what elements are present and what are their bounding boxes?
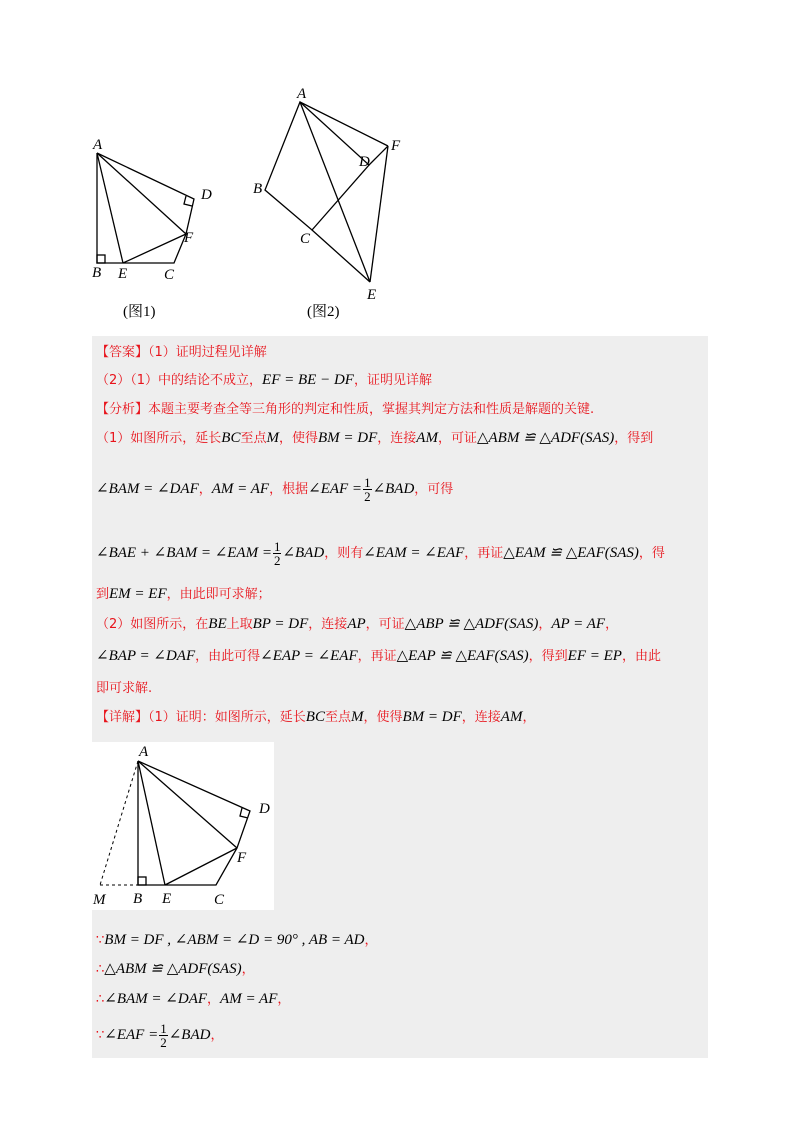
analysis-line-8: 即可求解. bbox=[96, 681, 153, 696]
detail-step-3: ∴∠BAM = ∠DAF，AM = AF， bbox=[96, 991, 291, 1007]
fig1-label-F: F bbox=[184, 230, 194, 246]
analysis-line-1: 【分析】本题主要考查全等三角形的判定和性质，掌握其判定方法和性质是解题的关键. bbox=[96, 402, 595, 417]
detail-line-1: 【详解】（1）证明：如图所示，延长BC至点M，使得BM = DF，连接AM， bbox=[96, 709, 536, 725]
analysis-line-6: （2）如图所示，在BE上取BP = DF，连接AP，可证△ABP ≌ △ADF(SAS)，AP = AF， bbox=[96, 616, 619, 632]
analysis-line-2: （1）如图所示，延长BC至点M，使得BM = DF，连接AM，可证△ABM ≌ △ADF(SAS)，得到 bbox=[96, 430, 654, 446]
fraction-half: $\frac{1}{2}$ bbox=[364, 475, 371, 504]
figure-3-diagram bbox=[92, 742, 274, 910]
fig3-label-B: B bbox=[133, 891, 143, 907]
fig2-label-D: D bbox=[359, 154, 370, 170]
figure-2-caption: (图2) bbox=[307, 304, 340, 320]
fig3-label-M: M bbox=[93, 892, 106, 908]
analysis-line-7: ∠BAP = ∠DAF，由此可得∠EAP = ∠EAF，再证△EAP ≌ △EAF(SAS)，得到EF = EP，由此 bbox=[96, 648, 661, 664]
fig1-label-A: A bbox=[93, 137, 103, 153]
detail-tag: 【详解】 bbox=[96, 710, 149, 725]
fig2-label-F: F bbox=[391, 138, 401, 154]
fig2-label-A: A bbox=[297, 86, 307, 102]
answer-tag: 【答案】 bbox=[96, 345, 149, 360]
fig3-label-F: F bbox=[237, 850, 247, 866]
answer-line-1 bbox=[96, 341, 267, 360]
answer-part1: （1）证明过程见详解 bbox=[148, 345, 267, 360]
figure-2-diagram bbox=[250, 80, 410, 305]
fig1-label-B: B bbox=[92, 265, 102, 281]
fig2-label-B: B bbox=[253, 181, 263, 197]
fig3-label-E: E bbox=[162, 891, 172, 907]
analysis-line-3: ∠BAM = ∠DAF，AM = AF，根据∠EAF = $\frac{1}{2}$ ∠BAD，可得 bbox=[96, 475, 454, 504]
fig3-label-D: D bbox=[259, 801, 270, 817]
analysis-line-4: ∠BAE + ∠BAM = ∠EAM = $\frac{1}{2}$ ∠BAD，则有∠EAM = ∠EAF，再证△EAM ≌ △EAF(SAS)，得 bbox=[96, 539, 665, 568]
fraction-half: $\frac{1}{2}$ bbox=[160, 1021, 167, 1050]
figure-1 bbox=[80, 130, 230, 290]
fig1-label-C: C bbox=[164, 267, 175, 283]
detail-step-1: ∵BM = DF , ∠ABM = ∠D = 90° , AB = AD， bbox=[96, 932, 378, 948]
detail-step-4: ∵∠EAF = $\frac{1}{2}$ ∠BAD， bbox=[96, 1021, 224, 1050]
fig2-label-C: C bbox=[300, 231, 311, 247]
fig3-label-A: A bbox=[139, 744, 149, 760]
fig1-label-D: D bbox=[201, 187, 212, 203]
figure-1-diagram bbox=[80, 130, 230, 290]
fig3-label-C: C bbox=[214, 892, 225, 908]
answer-line-2: （2）（1）中的结论不成立，EF = BE − DF，证明见详解 bbox=[96, 372, 432, 388]
figure-1-caption: (图1) bbox=[123, 304, 156, 320]
answer-formula: EF = BE − DF bbox=[262, 372, 354, 388]
fig1-label-E: E bbox=[118, 266, 128, 282]
fig2-label-E: E bbox=[367, 287, 377, 303]
figure-3 bbox=[92, 742, 274, 910]
fraction-half: $\frac{1}{2}$ bbox=[273, 539, 281, 568]
analysis-tag: 【分析】 bbox=[96, 402, 149, 417]
analysis-line-5: 到EM = EF，由此即可求解； bbox=[96, 586, 271, 602]
figure-2 bbox=[250, 80, 410, 305]
detail-step-2: ∴△ABM ≌ △ADF(SAS)， bbox=[96, 961, 255, 977]
